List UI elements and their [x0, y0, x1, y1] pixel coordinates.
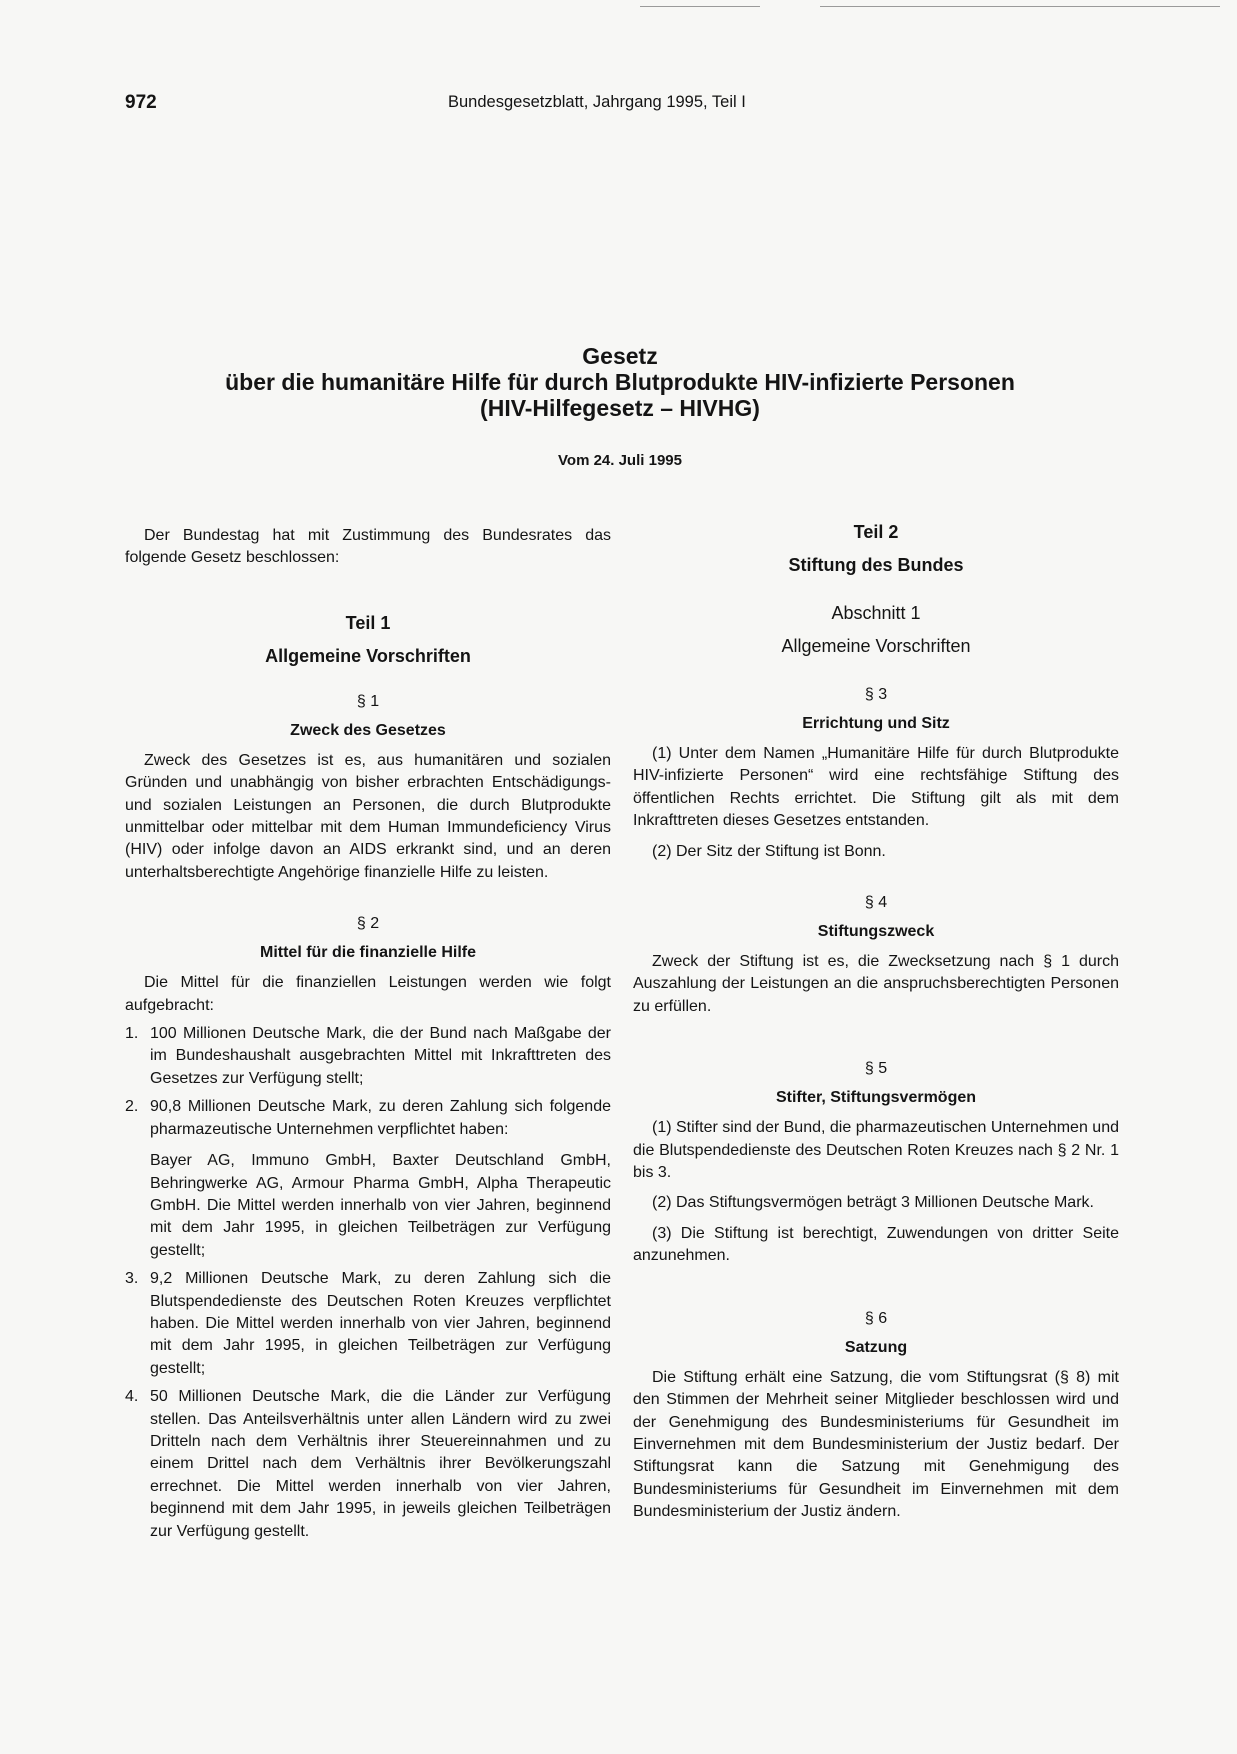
list-item-text: 9,2 Millionen Deutsche Mark, zu deren Zahlung sich die Blutspendedienste des Deutschen Roten Kreuzes verpflichtet haben. Die Mittel werden innerhalb von vier Jahren, beginnend mit dem Jahr 1995, in gleichen Teilbeträgen zur Verfügung gestellt;	[150, 1270, 611, 1377]
list-item-number: 2.	[125, 1098, 139, 1116]
list-item	[125, 1023, 611, 1090]
section-6-title: Satzung	[844, 1338, 908, 1356]
list-item-number: 1.	[125, 1025, 139, 1043]
running-head: Bundesgesetzblatt, Jahrgang 1995, Teil I	[448, 93, 746, 111]
section-4-number: § 4	[864, 894, 888, 912]
list-item-text: 90,8 Millionen Deutsche Mark, zu deren Zahlung sich folgende pharmazeutische Unternehmen verpflichtet haben:	[150, 1098, 611, 1138]
teil1-subheading: Allgemeine Vorschriften	[265, 645, 471, 666]
section-6-number: § 6	[864, 1309, 888, 1327]
scan-artifact-line	[820, 6, 1220, 7]
law-date: Vom 24. Juli 1995	[558, 452, 682, 469]
right-column	[633, 522, 1119, 1524]
section-5-abs1: (1) Stifter sind der Bund, die pharmazeutischen Unternehmen und die Blutspendedienste des Deutschen Roten Kreuzes nach § 2 Nr. 1 bis 3.	[633, 1119, 1119, 1182]
abschnitt-heading: Abschnitt 1	[831, 603, 921, 623]
title-line-2: über die humanitäre Hilfe für durch Blutprodukte HIV-infizierte Personen	[225, 369, 1015, 395]
scan-artifact-line	[640, 6, 760, 7]
section-4-title: Stiftungszweck	[817, 923, 935, 941]
section-6-text: Die Stiftung erhält eine Satzung, die vom Stiftungsrat (§ 8) mit den Stimmen der Mehrheit seiner Mitglieder beschlossen wird und der Genehmigung des Bundesministeriums für Gesundheit im Einvernehmen mit dem Bundesministerium der Justiz bedarf. Der Stiftungsrat kann die Satzung mit Genehmigung des Bundesministeriums für Gesundheit im Einvernehmen mit dem Bundesministerium der Justiz ändern.	[633, 1368, 1119, 1521]
list-item-text: 100 Millionen Deutsche Mark, die der Bund nach Maßgabe der im Bundeshaushalt ausgebrachten Mittel mit Inkrafttreten des Gesetzes zur Verfügung stellt;	[150, 1025, 611, 1087]
section-2-title: Mittel für die finanzielle Hilfe	[259, 944, 477, 962]
list-item	[125, 1386, 611, 1543]
section-3-abs1: (1) Unter dem Namen „Humanitäre Hilfe für durch Blutprodukte HIV-infizierte Personen“ wird eine rechtsfähige Stiftung des öffentlichen Rechts errichtet. Die Stiftung gilt als mit dem Inkrafttreten dieses Gesetzes entstanden.	[633, 745, 1119, 830]
section-5-title: Stifter, Stiftungsvermögen	[775, 1089, 977, 1107]
left-column	[125, 525, 611, 1543]
list-item-text: 50 Millionen Deutsche Mark, die die Länder zur Verfügung stellen. Das Anteilsverhältnis unter allen Ländern wird zu zwei Dritteln nach dem Verhältnis ihrer Steuereinnahmen und zu einem Drittel nach dem Verhältnis ihrer Bevölkerungszahl errechnet. Die Mittel werden innerhalb von vier Jahren, beginnend mit dem Jahr 1995, in jeweils gleichen Teilbeträgen zur Verfügung gestellt.	[150, 1388, 611, 1540]
list-item-number: 3.	[125, 1270, 139, 1288]
section-1-number: § 1	[356, 692, 380, 710]
section-1-text: Zweck des Gesetzes ist es, aus humanitären und sozialen Gründen und unabhängig von bisher erbrachten Entschädigungs- und sozialen Leistungen an Personen, die durch Blutprodukte unmittelbar oder mittelbar mit dem Human Immundeficiency Virus (HIV) oder infolge davon an AIDS erkrankt sind, und an deren unterhaltsberechtigte Angehörige finanzielle Hilfe zu leisten.	[125, 751, 611, 881]
list-item	[125, 1096, 611, 1262]
section-2-intro: Die Mittel für die finanziellen Leistungen werden wie folgt aufgebracht:	[125, 974, 611, 1014]
teil2-heading: Teil 2	[853, 522, 899, 542]
abschnitt-title: Allgemeine Vorschriften	[781, 636, 971, 656]
section-5-abs2: (2) Das Stiftungsvermögen beträgt 3 Millionen Deutsche Mark.	[652, 1194, 1094, 1212]
list-item-number: 4.	[125, 1388, 139, 1406]
list-item	[125, 1268, 611, 1380]
section-2-number: § 2	[356, 915, 380, 933]
section-5-abs3: (3) Die Stiftung ist berechtigt, Zuwendungen von dritter Seite anzunehmen.	[633, 1224, 1119, 1265]
teil2-subheading: Stiftung des Bundes	[788, 555, 964, 575]
section-1-title: Zweck des Gesetzes	[290, 721, 446, 739]
law-title	[150, 343, 1090, 421]
section-4-text: Zweck der Stiftung ist es, die Zwecksetzung nach § 1 durch Auszahlung der Leistungen an die anspruchsberechtigten Personen zu erfüllen.	[633, 953, 1119, 1015]
preamble: Der Bundestag hat mit Zustimmung des Bundesrates das folgende Gesetz beschlossen:	[125, 527, 611, 567]
title-line-1: Gesetz	[582, 343, 658, 369]
teil1-heading: Teil 1	[345, 612, 391, 633]
title-line-3: (HIV-Hilfegesetz – HIVHG)	[480, 395, 760, 421]
page-number: 972	[125, 92, 157, 113]
section-5-number: § 5	[864, 1060, 888, 1078]
section-3-number: § 3	[864, 686, 888, 703]
section-3-abs2: (2) Der Sitz der Stiftung ist Bonn.	[652, 842, 886, 860]
section-3-title: Errichtung und Sitz	[802, 715, 950, 732]
list-item-subtext: Bayer AG, Immuno GmbH, Baxter Deutschland GmbH, Behringwerke AG, Armour Pharma GmbH, Alpha Therapeutic GmbH. Die Mittel werden innerhalb von vier Jahren, beginnend mit dem Jahr 1995, in gleichen Teilbeträgen zur Verfügung gestellt;	[150, 1152, 611, 1259]
